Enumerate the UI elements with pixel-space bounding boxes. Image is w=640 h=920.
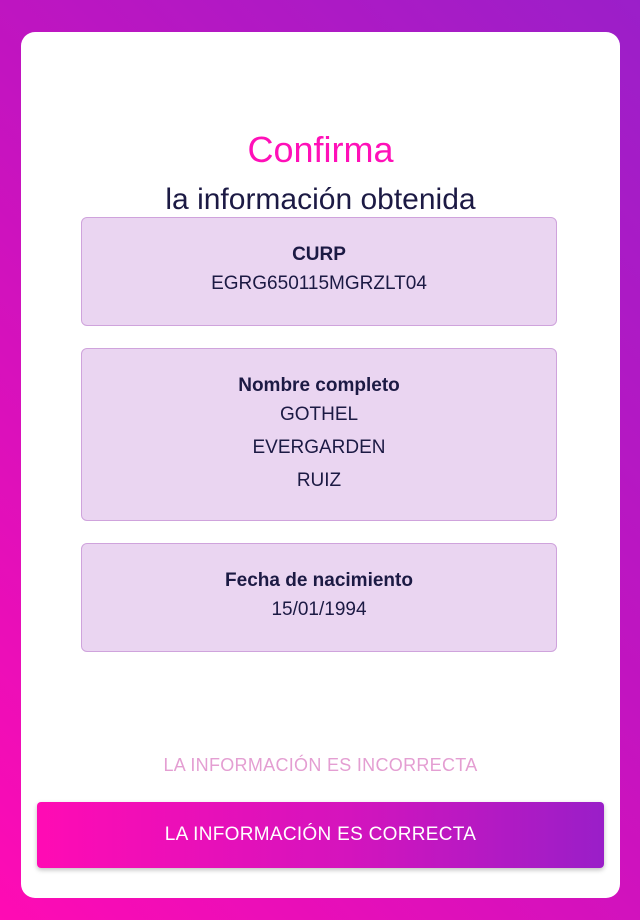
confirmation-card — [21, 32, 620, 898]
full-name-label: Nombre completo — [238, 375, 400, 396]
page-title: Confirma — [247, 129, 394, 170]
information-correct-button[interactable]: LA INFORMACIÓN ES CORRECTA — [37, 802, 604, 868]
full-name-box — [81, 348, 557, 521]
information-incorrect-link[interactable]: LA INFORMACIÓN ES INCORRECTA — [163, 755, 478, 775]
maternal-surname-value: RUIZ — [296, 470, 342, 491]
page-subtitle: la información obtenida — [165, 183, 476, 216]
first-name-value: GOTHEL — [279, 404, 359, 425]
curp-value: EGRG650115MGRZLT04 — [211, 273, 427, 294]
curp-box — [81, 217, 557, 326]
birth-date-label: Fecha de nacimiento — [225, 570, 413, 591]
birth-date-value: 15/01/1994 — [271, 599, 367, 620]
curp-label: CURP — [292, 244, 346, 265]
paternal-surname-value: EVERGARDEN — [252, 437, 386, 458]
birth-date-box — [81, 543, 557, 652]
